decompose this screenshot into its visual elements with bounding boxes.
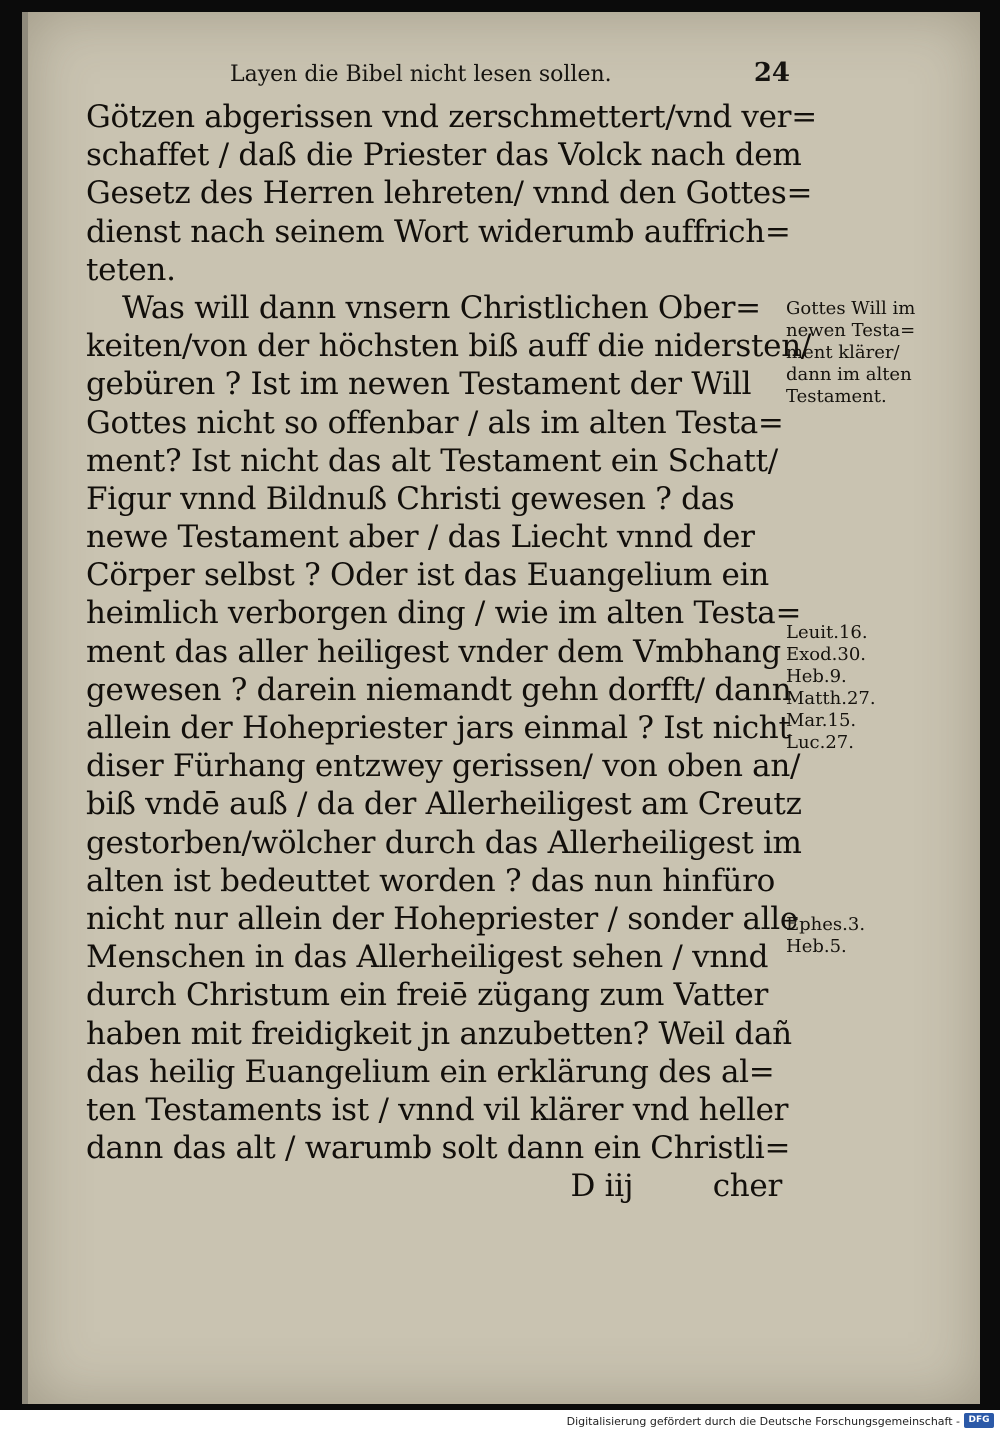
marginal-line: Matth.27. (786, 688, 876, 709)
text-line: allein der Hohepriester jars einmal ? Ist nicht (86, 710, 791, 746)
funding-credit: Digitalisierung gefördert durch die Deutsche Forschungsgemeinschaft - (566, 1415, 960, 1428)
page-header (230, 58, 790, 92)
text-line: keiten/von der höchsten biß auff die nidersten/ (86, 328, 812, 365)
text-line: Gesetz des Herren lehreten/ vnnd den Gottes= (86, 175, 813, 212)
marginal-line: newen Testa= (786, 320, 916, 341)
text-line: dann das alt / warumb solt dann ein Christli= (86, 1130, 791, 1167)
marginal-line: Leuit.16. (786, 622, 868, 643)
text-line: Gottes nicht so offenbar / als im alten Testa= (86, 404, 784, 441)
text-line: Menschen in das Allerheiligest sehen / vnnd (86, 939, 769, 976)
text-line: ment das aller heiligest vnder dem Vmbhang (86, 633, 781, 670)
text-line: das heilig Euangelium ein erklärung des al= (86, 1053, 775, 1090)
text-line: Götzen abgerissen vnd zerschmettert/vnd ver= (86, 99, 817, 135)
marginal-line: Exod.30. (786, 644, 866, 665)
catchword: cher (712, 1168, 782, 1205)
text-line: heimlich verborgen ding / wie im alten Testa= (86, 595, 802, 632)
text-line: alten ist bedeuttet worden ? das nun hinfüro (86, 862, 775, 899)
text-line: nicht nur allein der Hohepriester / sonder alle (86, 900, 798, 937)
running-title: Layen die Bibel nicht lesen sollen. (230, 62, 612, 87)
dfg-logo: DFG (964, 1413, 994, 1428)
text-line: newe Testament aber / das Liecht vnnd der (86, 519, 755, 556)
marginal-note (786, 298, 946, 408)
text-line: gebüren ? Ist im newen Testament der Will (86, 366, 752, 403)
text-line: teten. (86, 251, 176, 288)
marginal-line: Mar.15. (786, 710, 857, 731)
marginal-line: Gottes Will im (786, 298, 916, 319)
page-number: 24 (753, 58, 790, 88)
text-line: biß vndē auß / da der Allerheiligest am Creutz (86, 786, 802, 823)
text-line: Figur vnnd Bildnuß Christi gewesen ? das (86, 480, 735, 517)
marginal-line: dann im alten (786, 364, 912, 385)
text-line: ten Testaments ist / vnnd vil klärer vnd heller (86, 1091, 789, 1128)
marginal-line: ment klärer/ (786, 342, 900, 363)
text-line: gestorben/wölcher durch das Allerheiligest im (86, 824, 802, 861)
footer-bar (0, 1410, 1000, 1432)
marginal-references (786, 622, 946, 754)
signature-line (86, 1167, 786, 1205)
marginal-line: Heb.9. (786, 666, 847, 687)
text-line: Was will dann vnsern Christlichen Ober= (122, 289, 761, 326)
marginal-line: Heb.5. (786, 936, 847, 957)
text-line: durch Christum ein freiē zügang zum Vatter (86, 977, 768, 1014)
text-line: schaffet / daß die Priester das Volck nach dem (86, 137, 802, 174)
text-line: diser Fürhang entzwey gerissen/ von oben an/ (86, 748, 801, 785)
text-line: gewesen ? darein niemandt gehn dorfft/ dann (86, 671, 792, 708)
text-line: ment? Ist nicht das alt Testament ein Schatt/ (86, 442, 778, 479)
text-line: dienst nach seinem Wort widerumb auffrich= (86, 213, 791, 250)
text-line: Cörper selbst ? Oder ist das Euangelium ein (86, 557, 769, 594)
marginal-line: Luc.27. (786, 732, 854, 753)
marginal-line: Ephes.3. (786, 914, 866, 935)
marginal-references (786, 914, 946, 958)
marginal-line: Testament. (786, 386, 887, 407)
signature-mark: D iij (570, 1168, 634, 1205)
text-line: haben mit freidigkeit jn anzubetten? Weil dañ (86, 1015, 792, 1052)
